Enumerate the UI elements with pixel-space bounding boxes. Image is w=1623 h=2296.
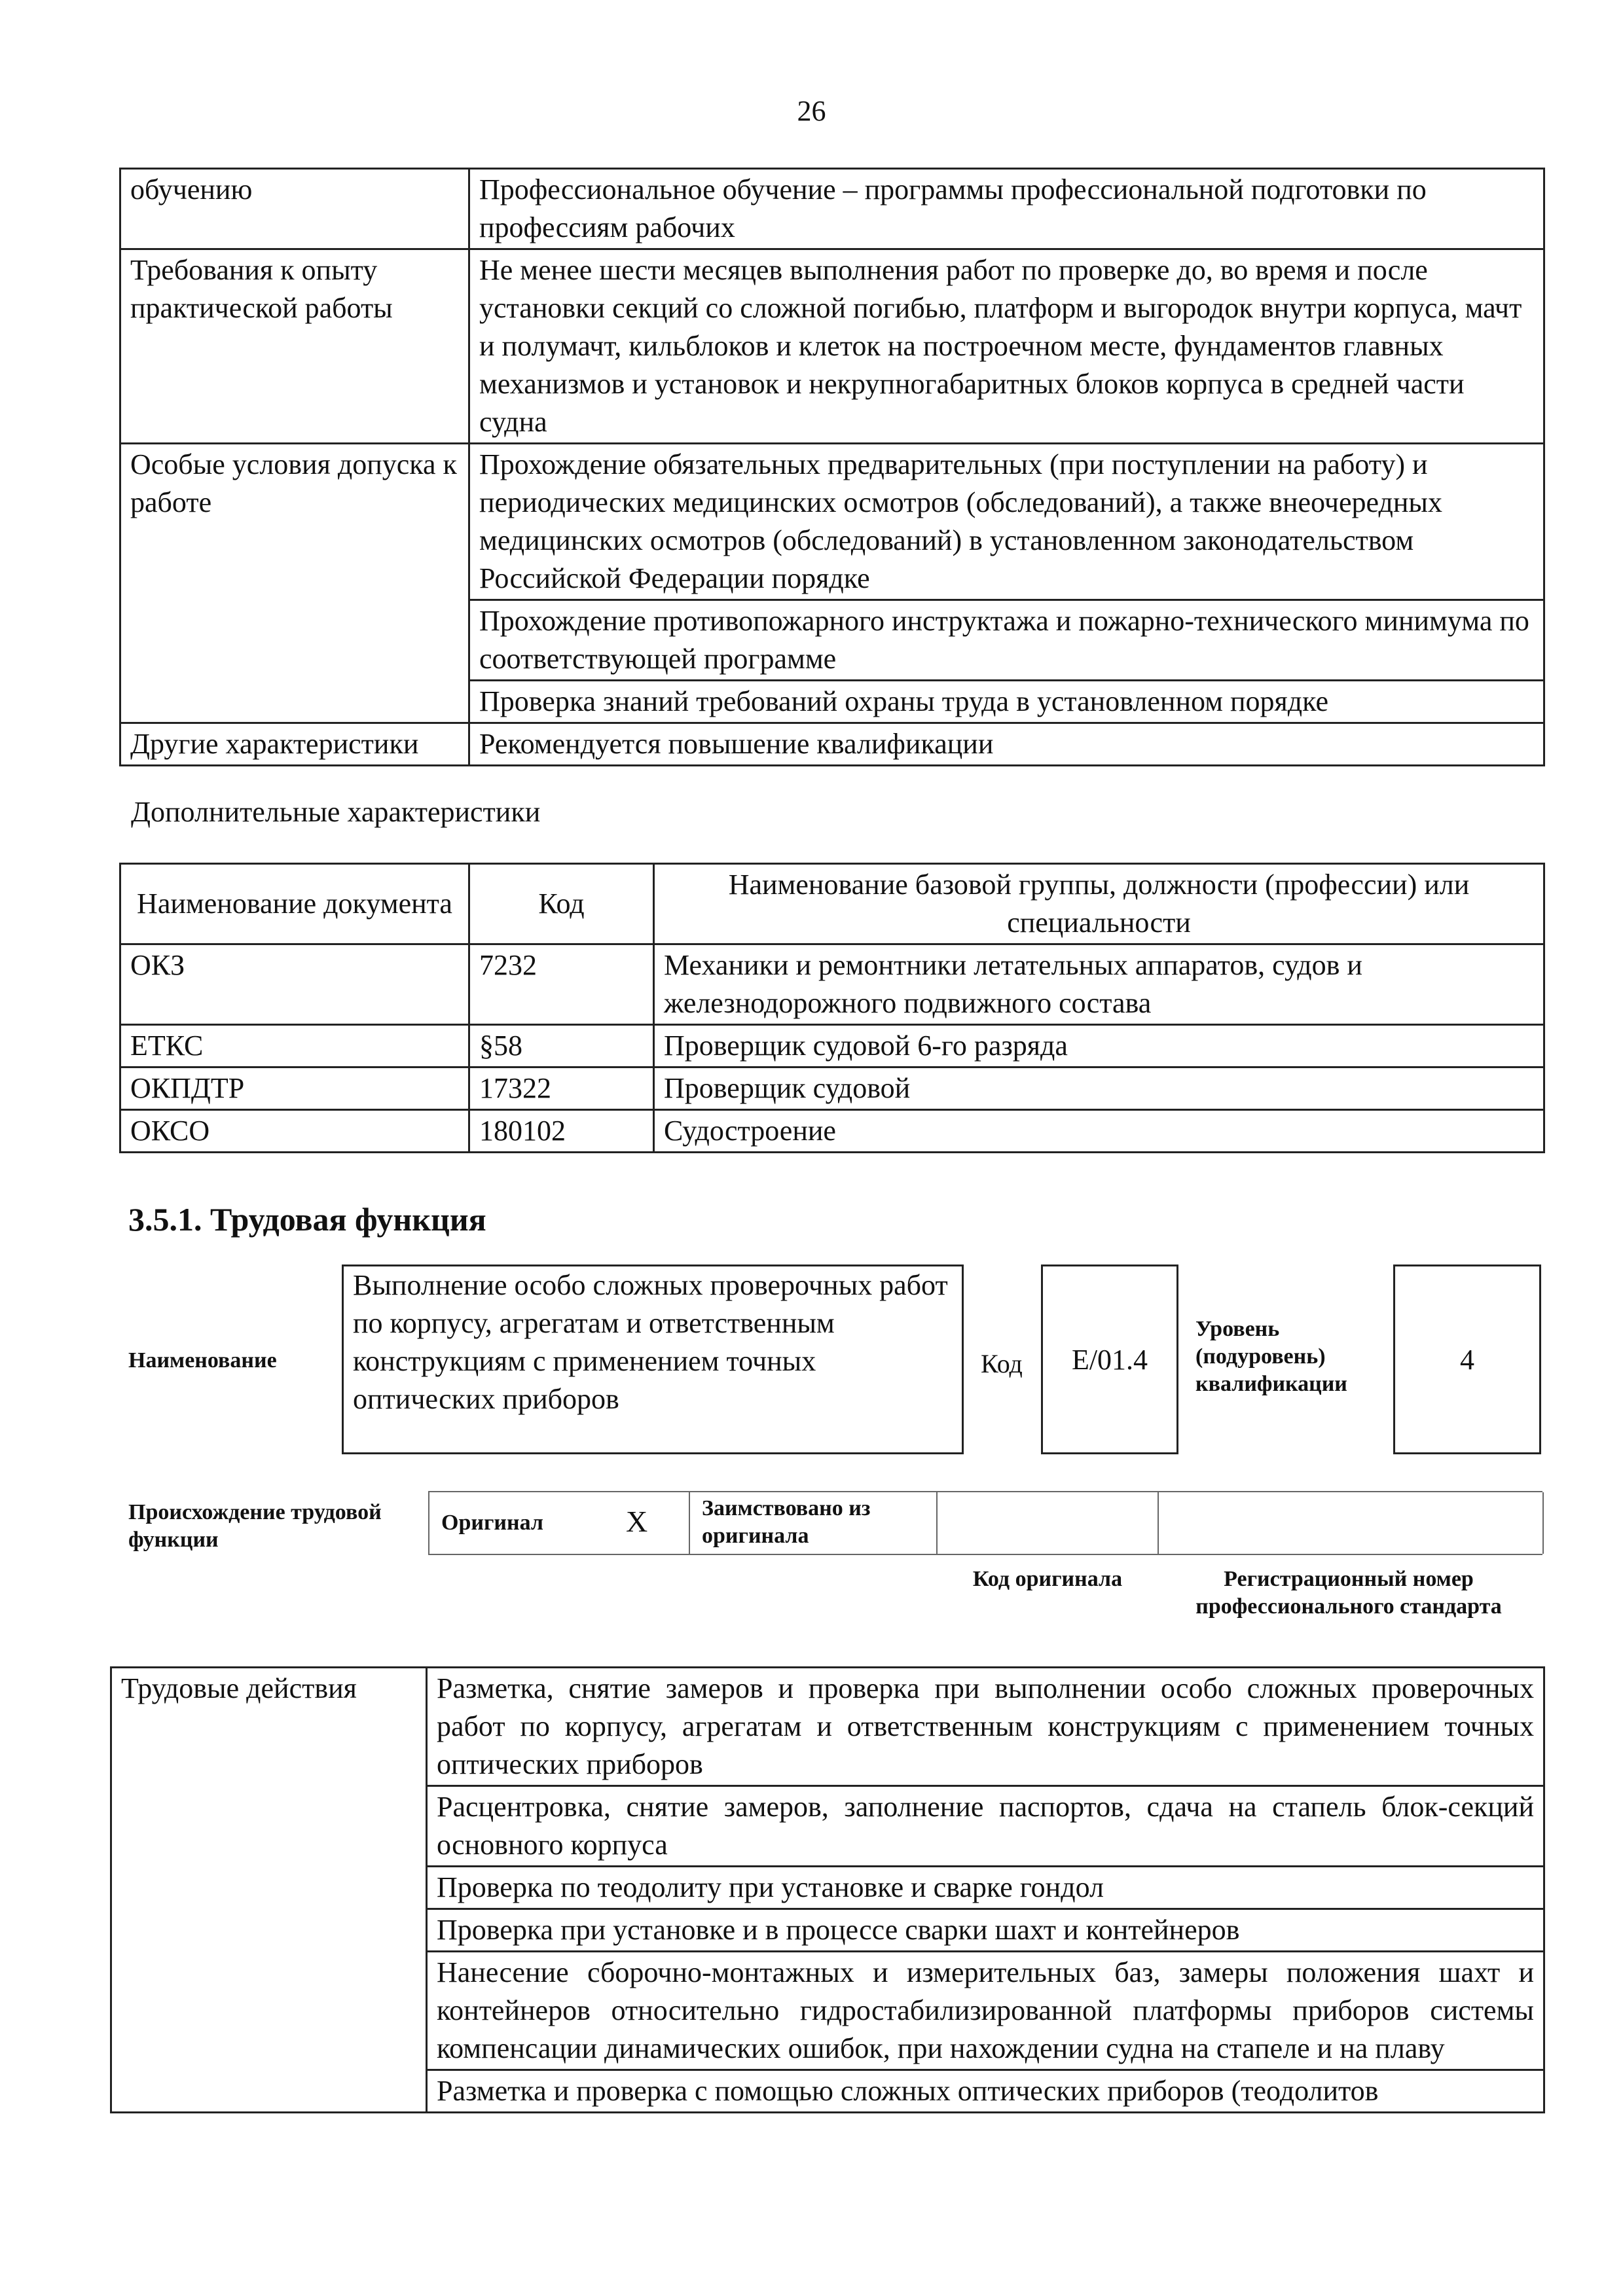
table-row [120, 1025, 1544, 1067]
original-mark: X [626, 1505, 648, 1538]
origin-table [428, 1491, 1542, 1555]
table-row [120, 169, 1544, 249]
row-value: Профессиональное обучение – программы профессиональной подготовки по профессиям рабочих [469, 169, 1544, 249]
action-item: Расцентровка, снятие замеров, заполнение паспортов, сдача на стапель блок-секций основного корпуса [427, 1786, 1544, 1867]
requirements-table [119, 168, 1545, 766]
name-cell: Проверщик судовой 6-го разряда [654, 1025, 1544, 1067]
action-item: Проверка по теодолиту при установке и сварке гондол [427, 1867, 1544, 1909]
column-header: Наименование документа [120, 864, 469, 944]
table-row [120, 249, 1544, 444]
page-number: 26 [797, 95, 826, 127]
table-row [111, 1668, 1544, 1786]
row-value: Рекомендуется повышение квалификации [469, 723, 1544, 766]
function-name-label: Наименование [128, 1348, 277, 1372]
borrowed-label: Заимствовано из оригинала [702, 1496, 871, 1548]
row-value: Проверка знаний требований охраны труда в установленном порядке [469, 681, 1544, 723]
name-cell: Механики и ремонтники летательных аппаратов, судов и железнодорожного подвижного состава [654, 944, 1544, 1025]
action-item: Разметка, снятие замеров и проверка при выполнении особо сложных проверочных работ по корпусу, агрегатам и ответственным конструкциям с применением точных оптических приборов [427, 1668, 1544, 1786]
code-cell: 17322 [469, 1067, 654, 1110]
name-cell: Судостроение [654, 1110, 1544, 1153]
row-label: Требования к опыту практической работы [120, 249, 469, 444]
doc-cell: ЕТКС [120, 1025, 469, 1067]
origin-reg-cell [1158, 1492, 1544, 1554]
function-name-value: Выполнение особо сложных проверочных работ по корпусу, агрегатам и ответственным конструкциям с применением точных оптических приборов [353, 1269, 948, 1415]
origin-borrowed-cell [689, 1492, 938, 1554]
row-label: Трудовые действия [111, 1668, 427, 2113]
row-label: обучению [120, 169, 469, 249]
table-row [120, 1110, 1544, 1153]
column-header: Код [469, 864, 654, 944]
level-value: 4 [1460, 1343, 1474, 1376]
additional-characteristics-title: Дополнительные характеристики [131, 796, 541, 828]
action-item: Нанесение сборочно-монтажных и измерительных баз, замеры положения шахт и контейнеров относительно гидростабилизированной платформы приборов системы компенсации динамических ошибок, при нахождении судна на стапеле и на плаву [427, 1952, 1544, 2070]
table-row [120, 444, 1544, 600]
code-box [1041, 1265, 1178, 1454]
row-label: Особые условия допуска к работе [120, 444, 469, 723]
reg-number-caption: Регистрационный номер профессионального стандарта [1195, 1567, 1502, 1619]
table-header-row [120, 864, 1544, 944]
origin-label: Происхождение трудовой функции [128, 1500, 382, 1552]
level-box [1393, 1265, 1541, 1454]
section-heading: 3.5.1. Трудовая функция [128, 1201, 486, 1238]
level-label: Уровень (подуровень) квалификации [1195, 1317, 1347, 1396]
doc-cell: ОКПДТР [120, 1067, 469, 1110]
name-cell: Проверщик судовой [654, 1067, 1544, 1110]
origin-code-cell [936, 1492, 1159, 1554]
table-row [120, 723, 1544, 766]
table-row [120, 944, 1544, 1025]
code-cell: §58 [469, 1025, 654, 1067]
origin-original-cell [428, 1492, 690, 1554]
table-row [120, 1067, 1544, 1110]
code-cell: 7232 [469, 944, 654, 1025]
doc-cell: ОКЗ [120, 944, 469, 1025]
additional-characteristics-table [119, 863, 1545, 1153]
row-value: Не менее шести месяцев выполнения работ по проверке до, во время и после установки секций со сложной погибью, платформ и выгородок внутри корпуса, мачт и полумачт, кильблоков и клеток на построечном месте, фундаментов главных механизмов и установок и некрупногабаритных блоков корпуса в средней части судна [469, 249, 1544, 444]
row-value: Прохождение противопожарного инструктажа и пожарно-технического минимума по соответствующей программе [469, 600, 1544, 681]
column-header: Наименование базовой группы, должности (профессии) или специальности [654, 864, 1544, 944]
original-label: Оригинал [441, 1511, 543, 1535]
function-name-box [342, 1265, 964, 1454]
labour-actions-table [110, 1666, 1545, 2113]
code-value: E/01.4 [1071, 1343, 1148, 1376]
doc-cell: ОКСО [120, 1110, 469, 1153]
action-item: Проверка при установке и в процессе сварки шахт и контейнеров [427, 1909, 1544, 1952]
code-cell: 180102 [469, 1110, 654, 1153]
code-original-caption: Код оригинала [972, 1567, 1123, 1591]
row-label: Другие характеристики [120, 723, 469, 766]
code-label: Код [981, 1349, 1023, 1378]
action-item: Разметка и проверка с помощью сложных оптических приборов (теодолитов [427, 2070, 1544, 2113]
row-value: Прохождение обязательных предварительных (при поступлении на работу) и периодических медицинских осмотров (обследований), а также внеочередных медицинских осмотров (обследований) в установленном законодательством Российской Федерации порядке [469, 444, 1544, 600]
